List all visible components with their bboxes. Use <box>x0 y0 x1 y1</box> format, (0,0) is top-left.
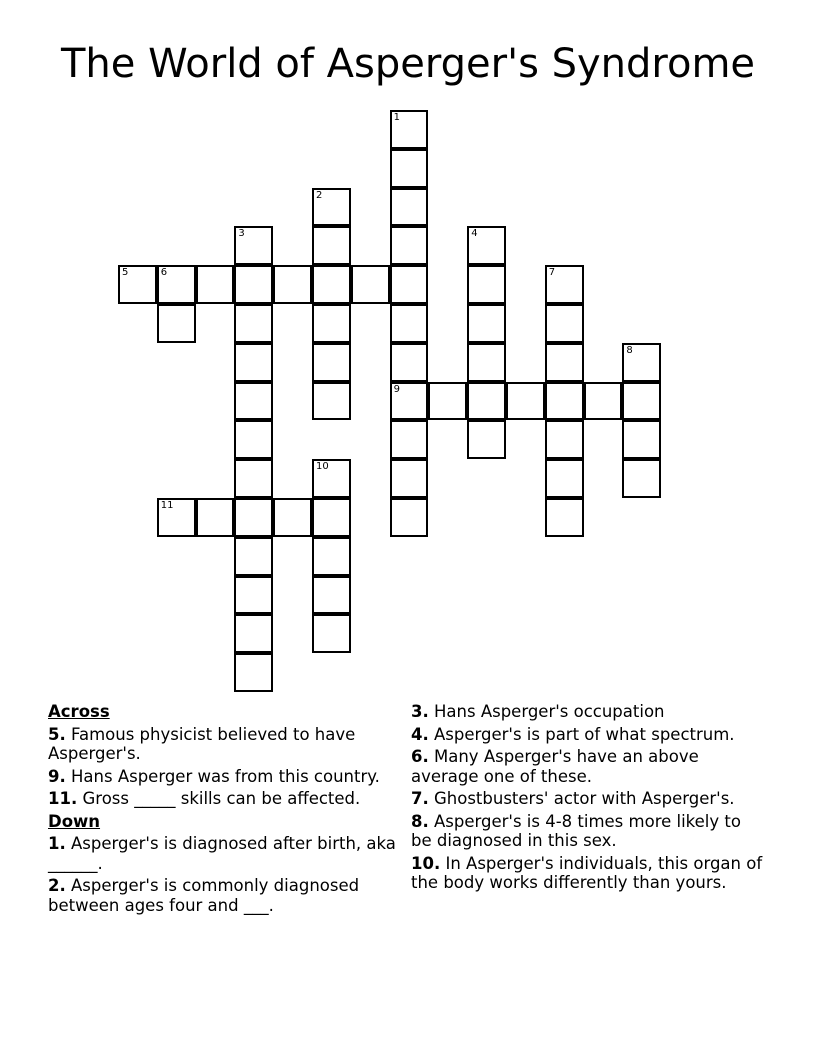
grid-cell[interactable] <box>390 498 429 537</box>
grid-cell[interactable] <box>157 304 196 343</box>
clue-number: 6 <box>160 267 168 279</box>
grid-cell[interactable] <box>234 576 273 615</box>
grid-cell[interactable] <box>312 498 351 537</box>
clue-down-3: 3. Hans Asperger's occupation <box>411 702 665 721</box>
clue-across-5: 5. Famous physicist believed to have Asperger's. <box>48 724 356 763</box>
grid-cell[interactable] <box>312 382 351 421</box>
grid-cell[interactable] <box>545 265 584 304</box>
grid-cell[interactable] <box>622 420 661 459</box>
grid-cell[interactable] <box>390 343 429 382</box>
clues-right-column <box>411 702 766 896</box>
grid-cell[interactable] <box>234 459 273 498</box>
grid-cell[interactable] <box>312 576 351 615</box>
clue-number: 3 <box>238 228 245 240</box>
grid-cell[interactable] <box>545 382 584 421</box>
grid-cell[interactable] <box>312 537 351 576</box>
grid-cell[interactable] <box>467 420 506 459</box>
grid-cell[interactable] <box>234 420 273 459</box>
grid-cell[interactable] <box>390 382 429 421</box>
grid-cell[interactable] <box>390 265 429 304</box>
grid-cell[interactable] <box>312 265 351 304</box>
grid-cell[interactable] <box>506 382 545 421</box>
grid-cell[interactable] <box>312 459 351 498</box>
grid-cell[interactable] <box>312 343 351 382</box>
grid-cell[interactable] <box>234 653 273 692</box>
clue-down-4: 4. Asperger's is part of what spectrum. <box>411 724 735 744</box>
grid-cell[interactable] <box>622 459 661 498</box>
across-heading: Across <box>48 702 110 721</box>
grid-cell[interactable] <box>234 614 273 653</box>
grid-cell[interactable] <box>234 343 273 382</box>
clue-down-2: 2. Asperger's is commonly diagnosed between ages four and ___. <box>48 876 360 915</box>
grid-cell[interactable] <box>273 265 312 304</box>
grid-cell[interactable] <box>390 420 429 459</box>
puzzle-title: The World of Asperger's Syndrome <box>60 41 756 87</box>
grid-cell[interactable] <box>312 226 351 265</box>
grid-cell[interactable] <box>467 343 506 382</box>
grid-cell[interactable] <box>351 265 390 304</box>
clue-down-7: 7. Ghostbusters' actor with Asperger's. <box>411 789 735 808</box>
grid-cell[interactable] <box>118 265 157 304</box>
clues-left-column <box>48 702 403 918</box>
grid-cell[interactable] <box>390 149 429 188</box>
clue-number: 4 <box>471 228 478 240</box>
grid-cell[interactable] <box>196 498 235 537</box>
grid-cell[interactable] <box>157 498 196 537</box>
grid-cell[interactable] <box>545 304 584 343</box>
grid-cell[interactable] <box>545 459 584 498</box>
clue-number: 7 <box>548 267 556 279</box>
grid-cell[interactable] <box>234 382 273 421</box>
grid-cell[interactable] <box>234 498 273 537</box>
grid-cell[interactable] <box>234 226 273 265</box>
grid-cell[interactable] <box>390 226 429 265</box>
clue-number: 5 <box>122 267 129 279</box>
grid-cell[interactable] <box>390 304 429 343</box>
grid-cell[interactable] <box>390 110 429 149</box>
clue-number: 8 <box>626 344 633 356</box>
grid-cell[interactable] <box>390 459 429 498</box>
grid-cell[interactable] <box>390 188 429 227</box>
clue-number: 2 <box>316 189 323 201</box>
grid-cell[interactable] <box>312 188 351 227</box>
clue-number: 1 <box>393 112 400 123</box>
grid-cell[interactable] <box>622 382 661 421</box>
grid-cell[interactable] <box>545 420 584 459</box>
grid-cell[interactable] <box>312 614 351 653</box>
grid-cell[interactable] <box>467 304 506 343</box>
grid-cell[interactable] <box>312 304 351 343</box>
clue-down-6: 6. Many Asperger's have an above average one of these. <box>411 747 699 786</box>
clue-number: 11 <box>160 500 174 511</box>
grid-cell[interactable] <box>234 304 273 343</box>
down-heading: Down <box>48 811 101 831</box>
grid-cell[interactable] <box>545 343 584 382</box>
clue-across-11: 11. Gross _____ skills can be affected. <box>48 789 361 808</box>
clue-number: 10 <box>316 461 329 473</box>
grid-cell[interactable] <box>584 382 623 421</box>
clue-down-10: 10. In Asperger's individuals, this organ of the body works differently than yours. <box>411 853 763 892</box>
grid-cell[interactable] <box>467 265 506 304</box>
clue-down-1: 1. Asperger's is diagnosed after birth, aka ______. <box>48 834 396 873</box>
grid-cell[interactable] <box>157 265 196 304</box>
clue-across-9: 9. Hans Asperger was from this country. <box>48 766 380 786</box>
clue-number: 9 <box>393 383 400 395</box>
grid-cell[interactable] <box>196 265 235 304</box>
grid-cell[interactable] <box>467 226 506 265</box>
grid-cell[interactable] <box>467 382 506 421</box>
grid-cell[interactable] <box>234 265 273 304</box>
grid-cell[interactable] <box>273 498 312 537</box>
grid-cell[interactable] <box>234 537 273 576</box>
grid-cell[interactable] <box>622 343 661 382</box>
grid-cell[interactable] <box>545 498 584 537</box>
grid-cell[interactable] <box>428 382 467 421</box>
clue-down-8: 8. Asperger's is 4-8 times more likely to be diagnosed in this sex. <box>411 811 741 850</box>
